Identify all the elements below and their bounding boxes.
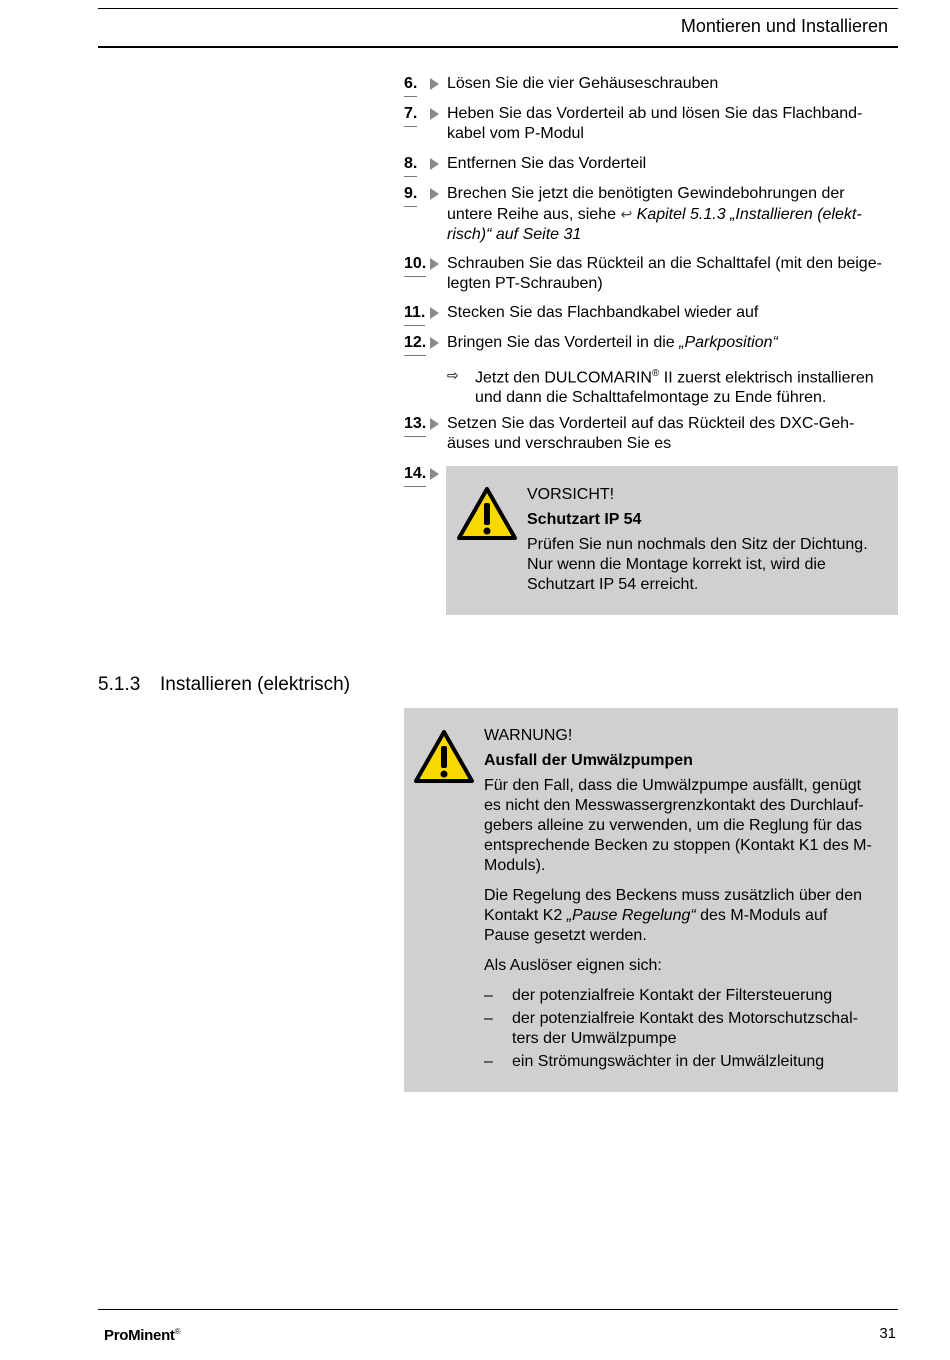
step-arrow-icon — [430, 158, 439, 170]
step-text: Bringen Sie das Vorderteil in die „Parkposition“ — [447, 334, 778, 351]
warning-paragraph-3: Als Auslöser eignen sich: — [484, 957, 662, 974]
prominent-logo: ProMinent® — [104, 1327, 181, 1344]
caution-box — [446, 466, 898, 615]
footer-rule — [98, 1309, 898, 1310]
result-text: Jetzt den DULCOMARIN® II zuerst elektrisch installieren und dann die Schalttafelmontage zu Ende führen. — [475, 368, 874, 407]
section-title: Installieren (elektrisch) — [160, 674, 351, 695]
header-bottom-rule — [98, 46, 898, 48]
result-arrow-icon: ⇨ — [447, 367, 459, 383]
caution-text-line: Nur wenn die Montage korrekt ist, wird die — [527, 556, 826, 573]
step-number: 13. — [404, 414, 444, 437]
cross-reference-link[interactable]: Kapitel 5.1.3 „Installieren (elekt- — [636, 206, 862, 223]
step-10 — [404, 254, 898, 296]
section-heading — [98, 674, 350, 696]
caution-heading: Schutzart IP 54 — [527, 511, 642, 528]
step-arrow-icon — [430, 468, 439, 480]
step-arrow-icon — [430, 108, 439, 120]
warning-box — [404, 708, 898, 1092]
warning-paragraph-1: Für den Fall, dass die Umwälzpumpe ausfällt, genügt es nicht den Messwassergrenzkontakt des Durchlauf- gebers alleine zu verwenden, um die Reglung für das entsprechende Becken zu stoppen (Kontakt K1 des M- Moduls). — [484, 777, 872, 874]
step-arrow-icon — [430, 418, 439, 430]
header-top-rule — [98, 8, 898, 9]
step-6 — [404, 74, 898, 96]
step-number: 8. — [404, 154, 444, 177]
step-text: Setzen Sie das Vorderteil auf das Rückteil des DXC-Geh- äuses und verschrauben Sie es — [447, 415, 855, 452]
step-number: 12. — [404, 333, 444, 356]
warning-content — [484, 726, 890, 1072]
step-8 — [404, 154, 898, 176]
step-7 — [404, 104, 898, 146]
step-13 — [404, 414, 898, 456]
section-number: 5.1.3 — [98, 674, 141, 695]
warning-triangle-icon — [456, 486, 518, 542]
step-9 — [404, 184, 898, 246]
list-item: – der potenzialfreie Kontakt der Filtersteuerung — [484, 987, 833, 1004]
warning-paragraph-2: Die Regelung des Beckens muss zusätzlich über den Kontakt K2 „Pause Regelung“ des M-Moduls auf Pause gesetzt werden. — [484, 887, 862, 944]
warning-list — [484, 986, 890, 1072]
list-item: – der potenzialfreie Kontakt des Motorschutzschal- ters der Umwälzpumpe — [484, 1010, 858, 1047]
step-arrow-icon — [430, 307, 439, 319]
step-number: 7. — [404, 104, 444, 127]
step-text: Heben Sie das Vorderteil ab und lösen Sie das Flachband- kabel vom P-Modul — [447, 105, 863, 142]
warning-signal-word: WARNUNG! — [484, 727, 573, 744]
step-text: Lösen Sie die vier Gehäuseschrauben — [447, 75, 719, 92]
caution-text-line: Schutzart IP 54 erreicht. — [527, 576, 699, 593]
cross-reference-icon: ↩︎ — [620, 206, 633, 222]
step-number: 11. — [404, 303, 444, 326]
step-number: 10. — [404, 254, 444, 277]
step-text: Schrauben Sie das Rückteil an die Schalttafel (mit den beige- legten PT-Schrauben) — [447, 255, 882, 292]
step-arrow-icon — [430, 78, 439, 90]
cross-reference-link-continued[interactable]: risch)“ auf Seite 31 — [447, 226, 582, 243]
step-text: Stecken Sie das Flachbandkabel wieder auf — [447, 304, 759, 321]
step-11 — [404, 303, 898, 325]
caution-content — [527, 485, 889, 595]
caution-text-line: Prüfen Sie nun nochmals den Sitz der Dichtung. — [527, 536, 868, 553]
step-number: 9. — [404, 184, 444, 207]
step-arrow-icon — [430, 188, 439, 200]
caution-signal-word: VORSICHT! — [527, 486, 615, 503]
step-12-result — [447, 364, 898, 406]
step-14 — [404, 464, 444, 486]
list-item: – ein Strömungswächter in der Umwälzleitung — [484, 1053, 825, 1070]
header-title: Montieren und Installieren — [680, 16, 888, 36]
warning-triangle-icon — [413, 729, 475, 785]
step-text: Brechen Sie jetzt die benötigten Gewindebohrungen der untere Reihe aus, siehe ↩︎ Kapitel 5.1.3 „Installieren (elekt- risch)“ auf Seite 31 — [447, 184, 898, 245]
step-arrow-icon — [430, 258, 439, 270]
warning-heading: Ausfall der Umwälzpumpen — [484, 752, 693, 769]
step-12 — [404, 333, 898, 355]
step-text: Entfernen Sie das Vorderteil — [447, 155, 647, 172]
step-number: 6. — [404, 74, 444, 97]
page-number: 31 — [879, 1325, 896, 1342]
step-arrow-icon — [430, 337, 439, 349]
step-number: 14. — [404, 464, 444, 487]
